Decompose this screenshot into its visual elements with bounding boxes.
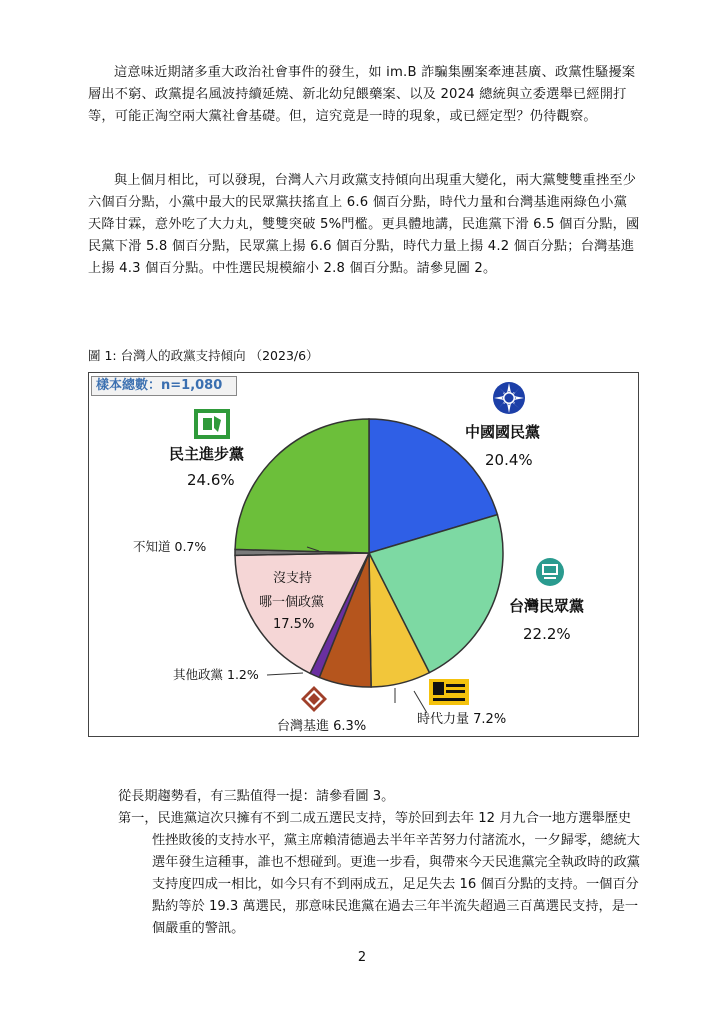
npp-logo-icon — [429, 679, 469, 705]
page-number: 2 — [357, 950, 367, 965]
pie-slice-7 — [235, 419, 369, 553]
unknown-label: 不知道 — [133, 539, 171, 554]
kmt-emblem-icon — [492, 381, 526, 415]
npp-label: 時代力量 — [417, 712, 470, 727]
other-label: 其他政黨 — [173, 667, 224, 682]
kmt-value-label: 20.4% — [485, 451, 533, 469]
pie-chart-svg — [89, 373, 640, 738]
dpp-label: 民主進步黨 — [169, 445, 245, 463]
leader-line-1 — [267, 673, 303, 675]
dpp-logo-icon — [194, 409, 230, 439]
paragraph-1: 這意味近期諸多重大政治社會事件的發生，如 im.B 詐騙集團案牽連甚廣、政黨性騷擾案層出不窮、政黨提名風波持續延燒、新北幼兒餵藥案、以及 2024 總統與立委選舉已經開打等，可能正淘空兩大黨社會基礎。但，這究竟是一時的現象，或已經定型？仍待觀察。 — [88, 65, 636, 124]
pie-chart — [88, 372, 639, 737]
none-label-line2: 哪一個政黨 — [259, 595, 325, 610]
tpp-logo-icon — [535, 557, 565, 587]
tpp-value-label: 22.2% — [523, 625, 571, 643]
tsp-label-row — [277, 715, 366, 734]
tsp-value-label: 6.3% — [333, 719, 367, 734]
sample-size-label: 樣本總數：n=1,080 — [91, 376, 237, 396]
unknown-value-label: 0.7% — [174, 539, 207, 554]
other-label-row — [173, 665, 259, 683]
tsp-label: 台灣基進 — [277, 719, 330, 734]
paragraph-3: 從長期趨勢看，有三點值得一提：請參看圖 3。 — [118, 789, 395, 804]
unknown-label-row — [133, 537, 206, 555]
none-label-line1: 沒支持 — [273, 571, 313, 586]
paragraph-2: 與上個月相比，可以發現，台灣人六月政黨支持傾向出現重大變化，兩大黨雙雙重挫至少六個百分點，小黨中最大的民眾黨扶搖直上 6.6 個百分點，時代力量和台灣基進兩綠色小黨天降甘霖，意外吃了大力丸，雙雙突破 5%門檻。更具體地講，民進黨下滑 6.5 個百分點，國民黨下滑 5.8 個百分點，民眾黨上揚 6.6 個百分點，時代力量上揚 4.2 個百分點；台灣基進上揚 4.3 個百分點。中性選民規模縮小 2.8 個百分點。請參見圖 2。 — [88, 173, 640, 276]
none-value-label: 17.5% — [273, 617, 315, 632]
other-value-label: 1.2% — [227, 667, 259, 682]
figure-caption: 圖 1: 台灣人的政黨支持傾向 （2023/6） — [88, 348, 319, 363]
dpp-value-label: 24.6% — [187, 471, 235, 489]
tpp-label: 台灣民眾黨 — [509, 597, 585, 615]
paragraph-4: 第一，民進黨這次只擁有不到二成五選民支持，等於回到去年 12 月九合一地方選舉歷史性挫敗後的支持水平，黨主席賴清德過去半年辛苦努力付諸流水，一夕歸零，總統大選年發生這種事，誰也不想碰到。更進一步看，與帶來今天民進黨完全執政時的政黨支持度四成一相比，如今只有不到兩成五，足足失去 16 個百分點的支持。一個百分點約等於 19.3 萬選民，那意味民進黨在過去三年半流失超過三百萬選民支持，是一個嚴重的警訊。 — [118, 811, 640, 936]
tsp-logo-icon — [300, 685, 328, 713]
npp-value-label: 7.2% — [473, 712, 507, 727]
kmt-label: 中國國民黨 — [465, 423, 541, 441]
npp-label-row — [417, 708, 506, 727]
